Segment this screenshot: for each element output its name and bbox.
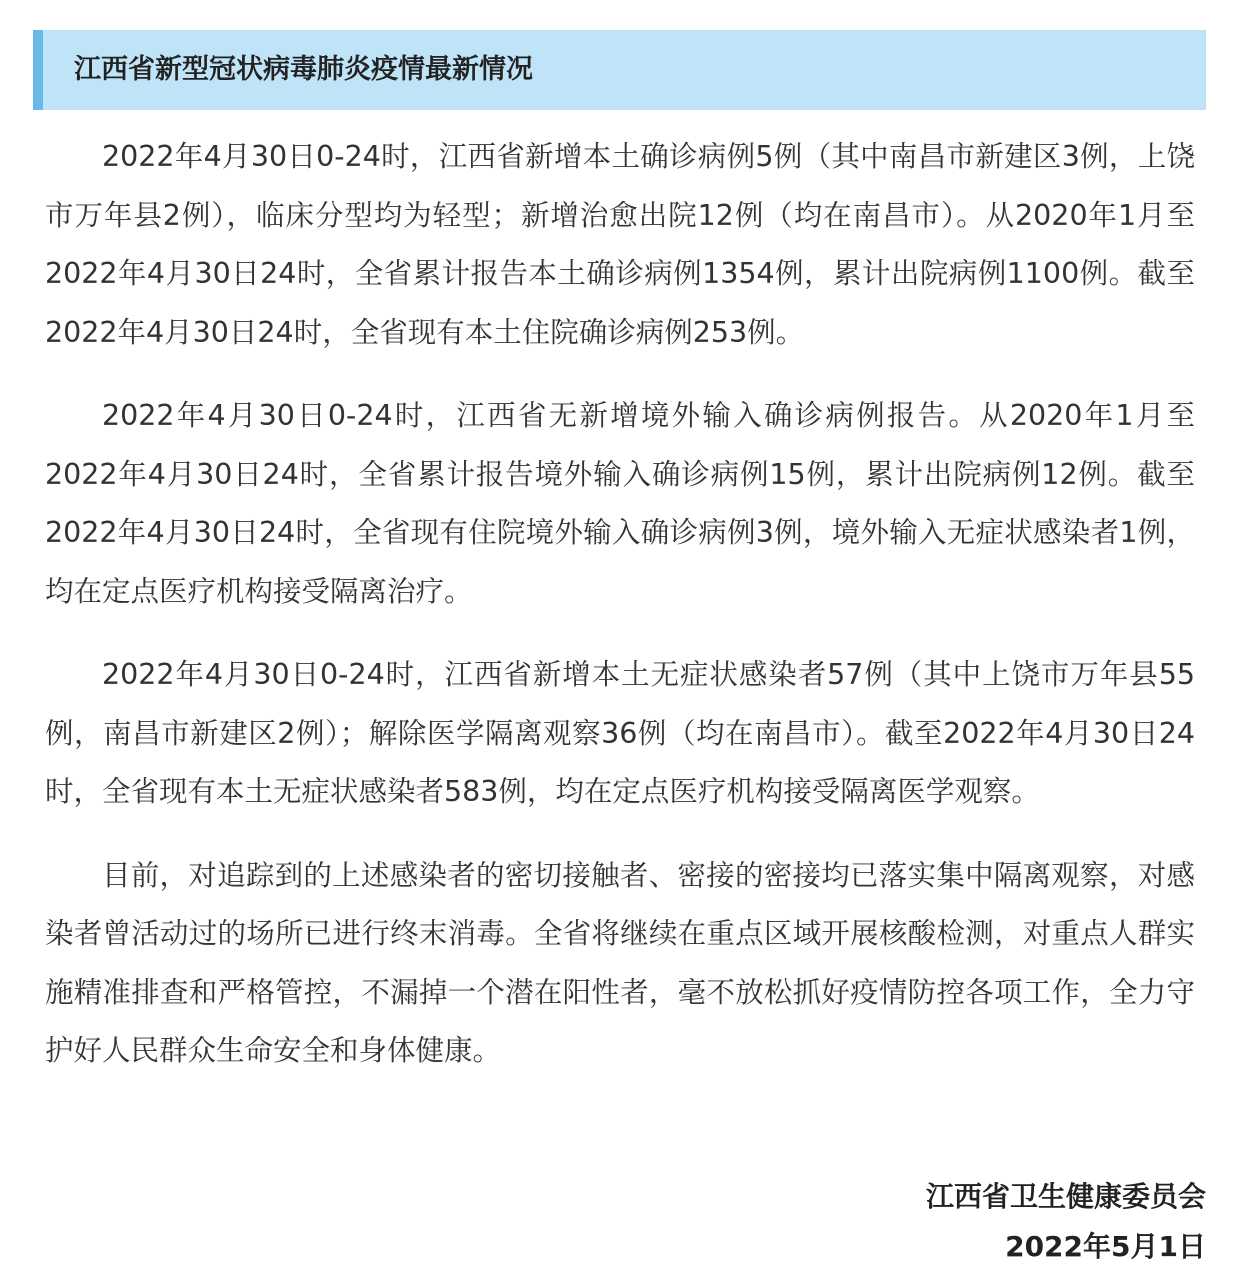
paragraph-control-measures: 目前，对追踪到的上述感染者的密切接触者、密接的密接均已落实集中隔离观察，对感染者曾活动过的场所已进行终末消毒。全省将继续在重点区域开展核酸检测，对重点人群实施精准排查和严格管控，不漏掉一个潜在阳性者，毫不放松抓好疫情防控各项工作，全力守护好人民群众生命安全和身体健康。 — [45, 858, 1195, 1067]
paragraph-local-confirmed: 2022年4月30日0-24时，江西省新增本土确诊病例5例（其中南昌市新建区3例，上饶市万年县2例），临床分型均为轻型；新增治愈出院12例（均在南昌市）。从2020年1月至2022年4月30日24时，全省累计报告本土确诊病例1354例，累计出院病例1100例。截至2022年4月30日24时，全省现有本土住院确诊病例253例。 — [45, 140, 1195, 349]
signature — [926, 1172, 1206, 1272]
signature-date: 2022年5月1日 — [1005, 1230, 1206, 1263]
signature-org: 江西省卫生健康委员会 — [925, 1180, 1206, 1213]
article-body — [45, 128, 1195, 1106]
page-title: 江西省新型冠状病毒肺炎疫情最新情况 — [74, 54, 533, 85]
paragraph-asymptomatic: 2022年4月30日0-24时，江西省新增本土无症状感染者57例（其中上饶市万年县55例，南昌市新建区2例）；解除医学隔离观察36例（均在南昌市）。截至2022年4月30日24时，全省现有本土无症状感染者583例，均在定点医疗机构接受隔离医学观察。 — [45, 658, 1195, 808]
title-bar — [33, 30, 1206, 110]
paragraph-imported-cases: 2022年4月30日0-24时，江西省无新增境外输入确诊病例报告。从2020年1月至2022年4月30日24时，全省累计报告境外输入确诊病例15例，累计出院病例12例。截至2022年4月30日24时，全省现有住院境外输入确诊病例3例，境外输入无症状感染者1例，均在定点医疗机构接受隔离治疗。 — [45, 399, 1195, 608]
